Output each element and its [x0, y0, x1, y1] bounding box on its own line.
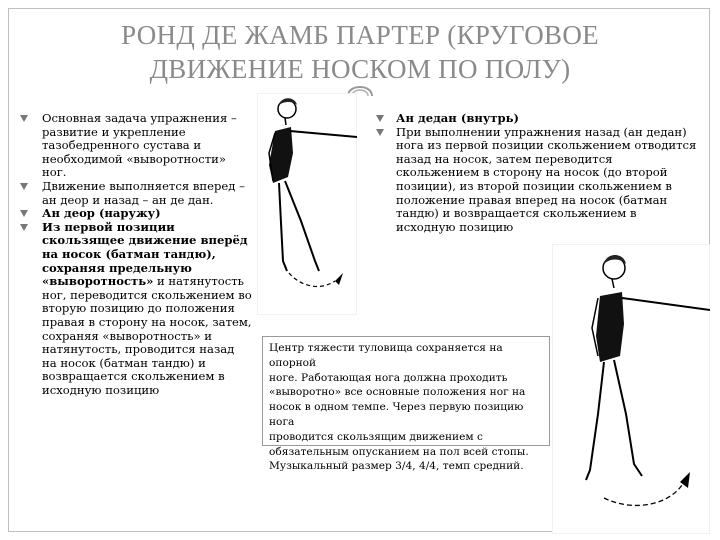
- left-text-column: [6, 112, 252, 397]
- list-item: При выполнении упражнения назад (ан дедан) нога из первой позиции скольжением отводится назад на носок, затем переводится скольжением в сторону на носок (до второй позиции), из второй позиции скольжением в положение правая вперед на носок (батман тандю) и возвращается скольжением в исходную позицию: [368, 126, 698, 235]
- bullet-icon: [376, 115, 384, 122]
- note-line: Центр тяжести туловища сохраняется на опорной: [269, 342, 503, 369]
- bullet-icon: [20, 210, 28, 217]
- bullet-icon: [20, 224, 28, 231]
- note-line: Музыкальный размер 3/4, 4/4, темп средний.: [269, 460, 524, 473]
- list-item: Ан деор (наружу): [6, 207, 252, 221]
- note-line: обязательным опусканием на пол всей стопы.: [269, 445, 529, 458]
- list-item: Из первой позиции скользящее движение вперёд на носок (батман тандю), сохраняя предельную «выворотность» и натянутость ног, переводится скольжением во вторую позицию до положения правая в сторону на носок, затем, сохраняя «выворотность» и натянутость, проводится назад на носок (батман тандю) и возвращается скольжением в исходную позицию: [6, 221, 252, 398]
- note-line: «выворотно» все основные положения ног на: [269, 386, 526, 399]
- list-item: Ан дедан (внутрь): [368, 112, 698, 126]
- dancer-illustration-front: [257, 93, 357, 315]
- bullet-icon: [20, 115, 28, 122]
- title-line-2: ДВИЖЕНИЕ НОСКОМ ПО ПОЛУ): [149, 54, 571, 84]
- note-box: [262, 336, 550, 473]
- bullet-icon: [376, 129, 384, 136]
- dancer-illustration-side: [552, 244, 710, 534]
- note-line: носок в одном темпе. Через первую позицию нога: [269, 401, 524, 428]
- right-text-column: [368, 112, 698, 234]
- list-item: Движение выполняется вперед – ан деор и назад – ан де дан.: [6, 180, 252, 207]
- bullet-icon: [20, 183, 28, 190]
- title-line-1: РОНД ДЕ ЖАМБ ПАРТЕР (КРУГОВОЕ: [121, 20, 599, 50]
- note-line: проводится скользящим движением с: [269, 430, 483, 443]
- note-line: ноге. Работающая нога должна проходить: [269, 371, 508, 384]
- list-item: Основная задача упражнения – развитие и укрепление тазобедренного сустава и необходимой «выворотности» ног.: [6, 112, 252, 180]
